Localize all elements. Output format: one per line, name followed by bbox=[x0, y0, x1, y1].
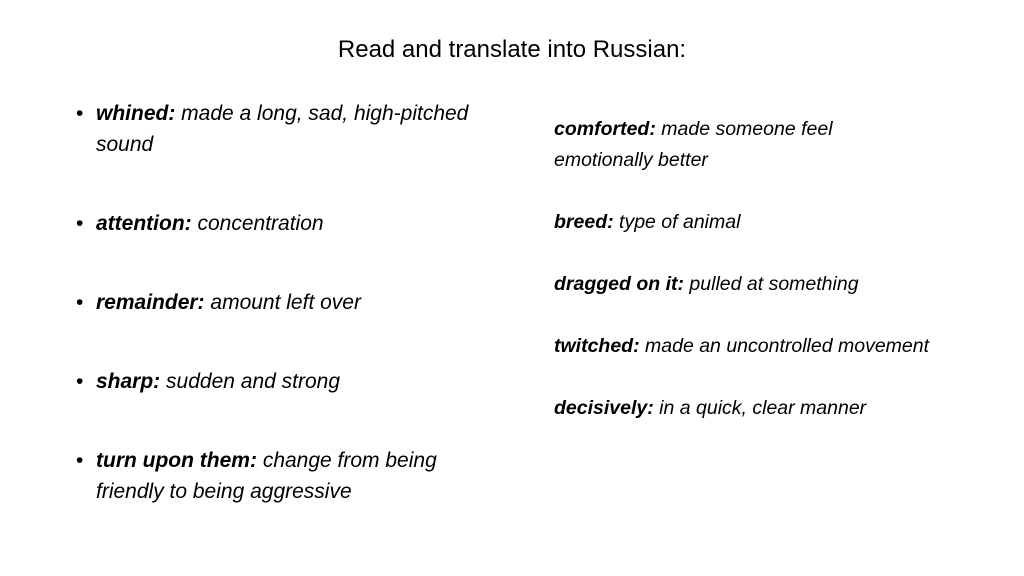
vocab-definition: sudden and strong bbox=[166, 370, 340, 393]
vocab-definition: made someone feel emotionally better bbox=[554, 118, 833, 171]
vocab-term: comforted: bbox=[554, 118, 656, 140]
list-item bbox=[554, 269, 934, 300]
list-item bbox=[76, 98, 476, 160]
vocab-term: dragged on it: bbox=[554, 273, 684, 295]
vocab-term: breed: bbox=[554, 211, 614, 233]
list-item bbox=[76, 445, 476, 507]
list-item bbox=[554, 207, 934, 238]
left-vocabulary-list bbox=[76, 98, 476, 555]
right-vocabulary-list bbox=[554, 114, 934, 455]
vocab-term: turn upon them: bbox=[96, 449, 257, 472]
vocab-term: attention: bbox=[96, 212, 192, 235]
vocab-definition: concentration bbox=[197, 212, 324, 235]
bullet-icon: • bbox=[76, 449, 84, 472]
vocab-definition: amount left over bbox=[210, 291, 361, 314]
vocab-term: remainder: bbox=[96, 291, 205, 314]
vocab-definition: in a quick, clear manner bbox=[659, 397, 867, 419]
list-item bbox=[76, 208, 476, 239]
vocab-definition: made an uncontrolled movement bbox=[645, 335, 930, 357]
bullet-icon: • bbox=[76, 102, 84, 125]
list-item bbox=[76, 366, 476, 397]
vocab-definition: pulled at something bbox=[689, 273, 859, 295]
bullet-icon: • bbox=[76, 291, 84, 314]
vocab-definition: type of animal bbox=[619, 211, 741, 233]
list-item bbox=[554, 393, 934, 424]
list-item bbox=[554, 114, 934, 176]
list-item bbox=[554, 331, 934, 362]
vocab-definition: made a long, sad, high-pitched sound bbox=[96, 102, 469, 156]
vocab-term: decisively: bbox=[554, 397, 654, 419]
list-item bbox=[76, 287, 476, 318]
vocab-term: sharp: bbox=[96, 370, 161, 393]
vocab-term: twitched: bbox=[554, 335, 640, 357]
bullet-icon: • bbox=[76, 370, 84, 393]
vocab-term: whined: bbox=[96, 102, 176, 125]
bullet-icon: • bbox=[76, 212, 84, 235]
slide-title: Read and translate into Russian: bbox=[337, 36, 687, 63]
vocab-definition: change from being friendly to being aggressive bbox=[96, 449, 437, 503]
